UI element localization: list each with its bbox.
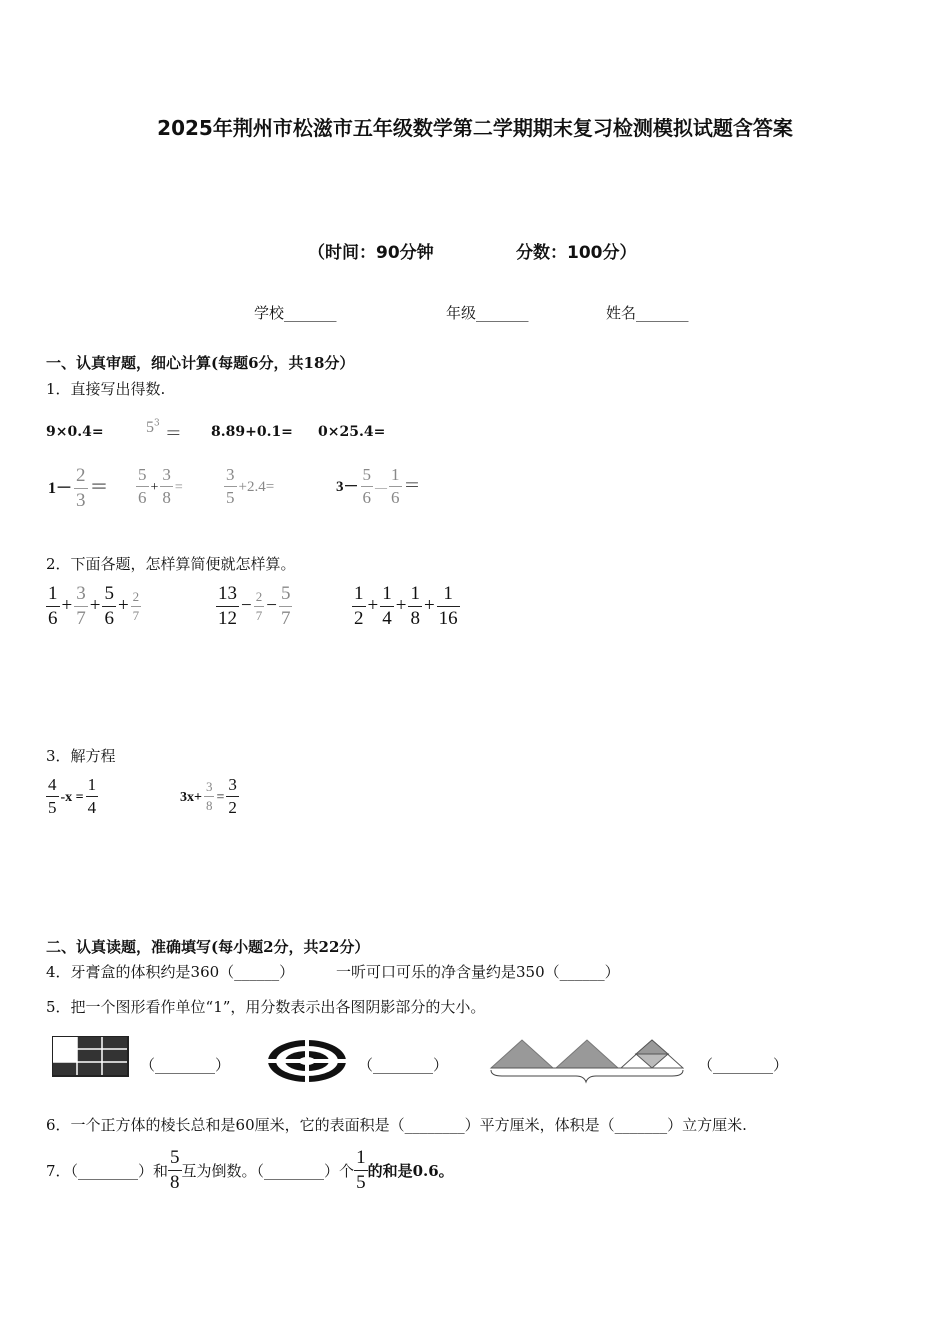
frac-denominator: 5: [356, 1171, 366, 1193]
equation-middle: -x =: [60, 789, 84, 805]
question-1-label: 1．直接写出得数.: [46, 380, 166, 398]
school-field: 学校_______: [254, 304, 337, 322]
calc-1g: [224, 466, 276, 507]
frac-denominator: 4: [87, 797, 97, 817]
frac-numerator: 13: [218, 583, 237, 604]
exam-time: （时间：90分钟: [308, 243, 434, 263]
operator: +: [117, 595, 129, 617]
operator: +: [61, 595, 73, 617]
calc-1c: 8.89+0.1=: [211, 424, 293, 440]
frac-denominator: 7: [280, 607, 291, 629]
calc-1g-rest: +2.4=: [238, 478, 275, 495]
expr-2b: [216, 584, 292, 629]
frac-numerator: 1: [382, 583, 392, 604]
frac-numerator: 5: [170, 1147, 180, 1168]
question-4-label: 4．牙膏盒的体积约是360（______）: [46, 963, 295, 981]
equation-equals: =: [216, 789, 225, 805]
question-7-middle: 互为倒数。（________）个: [181, 1161, 355, 1180]
calc-1h-prefix: 3－: [336, 478, 359, 495]
frac-numerator: 2: [132, 589, 140, 605]
frac-denominator: 3: [76, 489, 86, 511]
expr-2c: [352, 584, 460, 629]
frac-denominator: 5: [226, 487, 235, 507]
page-title: 2025年荆州市松滋市五年级数学第二学期期末复习检测模拟试题含答案: [157, 116, 793, 140]
expr-2a: [46, 584, 141, 629]
blank-figure-1: （________）: [140, 1056, 231, 1074]
frac-numerator: 2: [255, 589, 263, 605]
question-6-label: 6．一个正方体的棱长总和是60厘米，它的表面积是（________）平方厘米，体积是（_______）立方厘米.: [46, 1116, 747, 1134]
triangles-figure: [488, 1036, 684, 1084]
calc-1d: 0×25.4=: [318, 424, 386, 440]
equation-3b: [178, 776, 239, 817]
frac-denominator: 6: [48, 607, 58, 629]
question-5-label: 5．把一个图形看作单位“1”，用分数表示出各图阴影部分的大小。: [46, 998, 486, 1016]
frac-numerator: 2: [76, 465, 86, 486]
frac-denominator: 5: [48, 797, 57, 817]
frac-denominator: 7: [132, 607, 140, 623]
power-exponent: 3: [154, 418, 160, 429]
target-figure: [266, 1038, 348, 1084]
frac-denominator: 8: [410, 607, 420, 629]
frac-numerator: 1: [443, 583, 453, 604]
power-base: 5: [146, 419, 154, 436]
question-3-label: 3．解方程: [46, 747, 116, 765]
frac-numerator: 1: [356, 1147, 366, 1168]
calc-1a: 9×0.4=: [46, 424, 104, 440]
calc-1h: [334, 466, 423, 507]
calc-1h-operator: —: [375, 479, 388, 494]
frac-denominator: 6: [362, 487, 372, 507]
frac-numerator: 3: [205, 779, 213, 795]
exam-score: 分数：100分）: [516, 243, 637, 263]
frac-numerator: 3: [162, 465, 171, 484]
frac-denominator: 16: [438, 607, 458, 629]
frac-denominator: 7: [76, 607, 86, 629]
equation-3a: [46, 776, 98, 817]
question-7: [46, 1148, 454, 1193]
frac-numerator: 1: [391, 465, 400, 484]
frac-denominator: 6: [138, 487, 147, 507]
operator: +: [367, 595, 379, 617]
frac-numerator: 1: [410, 583, 420, 604]
name-field: 姓名_______: [606, 304, 689, 322]
frac-denominator: 7: [255, 607, 263, 623]
blank-figure-2: （________）: [358, 1056, 449, 1074]
frac-denominator: 2: [228, 797, 237, 817]
frac-numerator: 5: [138, 465, 147, 484]
grade-field: 年级_______: [446, 304, 529, 322]
operator: +: [395, 595, 407, 617]
power-equals: ＝: [164, 424, 182, 444]
calc-1f: [136, 466, 185, 507]
frac-denominator: 12: [218, 607, 237, 629]
frac-denominator: 6: [391, 487, 400, 507]
frac-denominator: 6: [104, 607, 114, 629]
operator: +: [89, 595, 101, 617]
frac-numerator: 4: [48, 775, 57, 794]
frac-numerator: 5: [280, 583, 291, 604]
equation-prefix: 3x+: [180, 789, 202, 805]
frac-denominator: 2: [354, 607, 364, 629]
frac-numerator: 1: [48, 583, 58, 604]
blank-figure-3: （________）: [698, 1056, 789, 1074]
question-7-suffix: 的和是0.6。: [367, 1161, 454, 1180]
question-4-label-2: 一听可口可乐的净含量约是350（______）: [336, 963, 620, 981]
calc-1b: [146, 412, 182, 444]
calc-1h-equals: ＝: [403, 475, 421, 495]
frac-numerator: 3: [228, 775, 237, 794]
frac-numerator: 3: [226, 465, 235, 484]
calc-1f-operator: +: [150, 479, 159, 495]
operator: −: [241, 595, 252, 617]
frac-denominator: 8: [205, 797, 213, 813]
frac-numerator: 5: [362, 465, 372, 484]
calc-1e: [46, 466, 111, 511]
section-1-heading: 一、认真审题，细心计算(每题6分，共18分）: [46, 354, 355, 372]
frac-numerator: 1: [87, 775, 97, 794]
frac-denominator: 8: [162, 487, 171, 507]
calc-1e-prefix: 1－: [48, 480, 73, 498]
frac-denominator: 8: [170, 1171, 180, 1193]
frac-numerator: 3: [76, 583, 86, 604]
grid-figure: [52, 1036, 130, 1078]
frac-numerator: 1: [354, 583, 364, 604]
calc-1e-equals: ＝: [89, 477, 109, 499]
operator: −: [266, 595, 277, 617]
question-7-prefix: 7．（________）和: [46, 1161, 169, 1180]
frac-numerator: 5: [104, 583, 114, 604]
frac-denominator: 4: [382, 607, 392, 629]
section-2-heading: 二、认真读题，准确填写(每小题2分，共22分）: [46, 938, 370, 956]
question-2-label: 2．下面各题，怎样算简便就怎样算。: [46, 555, 296, 573]
operator: +: [423, 595, 435, 617]
calc-1f-equals: =: [174, 479, 183, 495]
